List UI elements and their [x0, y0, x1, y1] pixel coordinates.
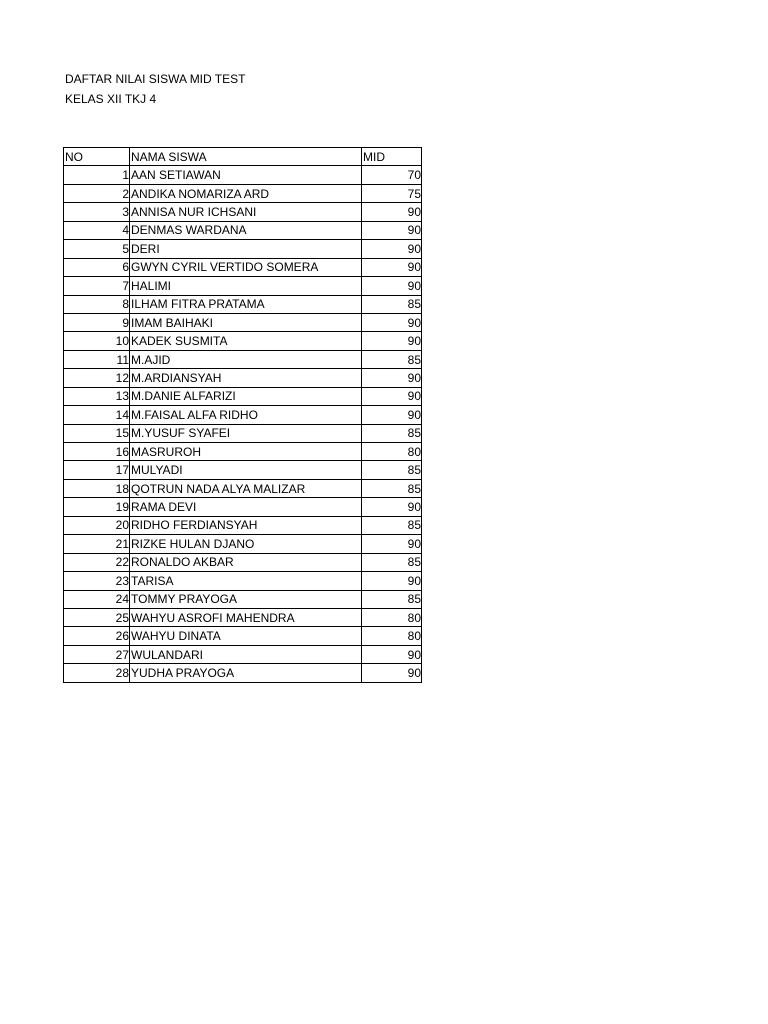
- student-scores-table: [63, 147, 422, 683]
- student-number: 4: [64, 221, 130, 239]
- student-name: RIDHO FERDIANSYAH: [130, 516, 362, 534]
- document-header: [65, 70, 245, 109]
- mid-score: 80: [362, 443, 422, 461]
- student-name: ANDIKA NOMARIZA ARD: [130, 184, 362, 202]
- student-name: WAHYU ASROFI MAHENDRA: [130, 608, 362, 626]
- student-number: 15: [64, 424, 130, 442]
- table-row: [64, 608, 422, 626]
- student-name: M.DANIE ALFARIZI: [130, 387, 362, 405]
- student-name: KADEK SUSMITA: [130, 332, 362, 350]
- mid-score: 80: [362, 608, 422, 626]
- student-number: 21: [64, 535, 130, 553]
- mid-score: 90: [362, 240, 422, 258]
- student-name: M.ARDIANSYAH: [130, 369, 362, 387]
- student-name: ILHAM FITRA PRATAMA: [130, 295, 362, 313]
- mid-score: 85: [362, 479, 422, 497]
- table-row: [64, 166, 422, 184]
- student-number: 8: [64, 295, 130, 313]
- mid-score: 90: [362, 572, 422, 590]
- student-name: TOMMY PRAYOGA: [130, 590, 362, 608]
- student-name: RIZKE HULAN DJANO: [130, 535, 362, 553]
- table-row: [64, 553, 422, 571]
- table-row: [64, 645, 422, 663]
- student-number: 5: [64, 240, 130, 258]
- mid-score: 90: [362, 277, 422, 295]
- student-name: RAMA DEVI: [130, 498, 362, 516]
- table-row: [64, 516, 422, 534]
- mid-score: 90: [362, 664, 422, 682]
- student-number: 6: [64, 258, 130, 276]
- student-number: 10: [64, 332, 130, 350]
- table-header-row: [64, 148, 422, 166]
- student-number: 20: [64, 516, 130, 534]
- student-name: QOTRUN NADA ALYA MALIZAR: [130, 479, 362, 497]
- table-row: [64, 461, 422, 479]
- table-row: [64, 240, 422, 258]
- mid-score: 70: [362, 166, 422, 184]
- student-number: 18: [64, 479, 130, 497]
- document-title: DAFTAR NILAI SISWA MID TEST: [65, 72, 246, 86]
- student-name: GWYN CYRIL VERTIDO SOMERA: [130, 258, 362, 276]
- student-number: 1: [64, 166, 130, 184]
- mid-score: 90: [362, 332, 422, 350]
- mid-score: 90: [362, 645, 422, 663]
- mid-score: 90: [362, 369, 422, 387]
- student-number: 2: [64, 184, 130, 202]
- student-name: AAN SETIAWAN: [130, 166, 362, 184]
- mid-score: 85: [362, 516, 422, 534]
- mid-score: 90: [362, 387, 422, 405]
- table-row: [64, 350, 422, 368]
- mid-score: 90: [362, 258, 422, 276]
- mid-score: 85: [362, 590, 422, 608]
- table-row: [64, 184, 422, 202]
- student-name: DENMAS WARDANA: [130, 221, 362, 239]
- mid-score: 90: [362, 498, 422, 516]
- table-row: [64, 498, 422, 516]
- student-name: WULANDARI: [130, 645, 362, 663]
- student-number: 25: [64, 608, 130, 626]
- table-row: [64, 313, 422, 331]
- document-subtitle: KELAS XII TKJ 4: [65, 91, 157, 106]
- table-row: [64, 627, 422, 645]
- mid-score: 75: [362, 184, 422, 202]
- table-row: [64, 295, 422, 313]
- student-name: M.FAISAL ALFA RIDHO: [130, 406, 362, 424]
- student-number: 9: [64, 313, 130, 331]
- student-name: MULYADI: [130, 461, 362, 479]
- table-row: [64, 387, 422, 405]
- table-row: [64, 406, 422, 424]
- student-name: ANNISA NUR ICHSANI: [130, 203, 362, 221]
- mid-score: 90: [362, 535, 422, 553]
- student-number: 3: [64, 203, 130, 221]
- mid-score: 85: [362, 461, 422, 479]
- mid-score: 85: [362, 553, 422, 571]
- student-number: 17: [64, 461, 130, 479]
- table-row: [64, 258, 422, 276]
- table-row: [64, 221, 422, 239]
- student-name: WAHYU DINATA: [130, 627, 362, 645]
- student-number: 12: [64, 369, 130, 387]
- student-name: M.YUSUF SYAFEI: [130, 424, 362, 442]
- header-no: NO: [64, 148, 130, 166]
- student-name: RONALDO AKBAR: [130, 553, 362, 571]
- mid-score: 90: [362, 313, 422, 331]
- mid-score: 80: [362, 627, 422, 645]
- table-row: [64, 664, 422, 682]
- student-name: MASRUROH: [130, 443, 362, 461]
- table-row: [64, 572, 422, 590]
- student-number: 14: [64, 406, 130, 424]
- student-number: 11: [64, 350, 130, 368]
- table-row: [64, 277, 422, 295]
- student-name: HALIMI: [130, 277, 362, 295]
- student-number: 22: [64, 553, 130, 571]
- student-number: 19: [64, 498, 130, 516]
- header-mid: MID: [362, 148, 422, 166]
- table-row: [64, 203, 422, 221]
- mid-score: 90: [362, 203, 422, 221]
- table-row: [64, 479, 422, 497]
- student-name: YUDHA PRAYOGA: [130, 664, 362, 682]
- student-number: 24: [64, 590, 130, 608]
- student-number: 13: [64, 387, 130, 405]
- student-number: 26: [64, 627, 130, 645]
- table-row: [64, 443, 422, 461]
- mid-score: 85: [362, 295, 422, 313]
- mid-score: 90: [362, 221, 422, 239]
- student-number: 7: [64, 277, 130, 295]
- mid-score: 85: [362, 350, 422, 368]
- student-number: 28: [64, 664, 130, 682]
- header-name: NAMA SISWA: [130, 148, 362, 166]
- student-name: IMAM BAIHAKI: [130, 313, 362, 331]
- table-row: [64, 590, 422, 608]
- table-row: [64, 369, 422, 387]
- table-row: [64, 332, 422, 350]
- mid-score: 85: [362, 424, 422, 442]
- student-name: TARISA: [130, 572, 362, 590]
- table-row: [64, 424, 422, 442]
- student-number: 16: [64, 443, 130, 461]
- table-row: [64, 535, 422, 553]
- student-number: 23: [64, 572, 130, 590]
- student-name: DERI: [130, 240, 362, 258]
- mid-score: 90: [362, 406, 422, 424]
- table-body: [64, 166, 422, 682]
- student-name: M.AJID: [130, 350, 362, 368]
- student-number: 27: [64, 645, 130, 663]
